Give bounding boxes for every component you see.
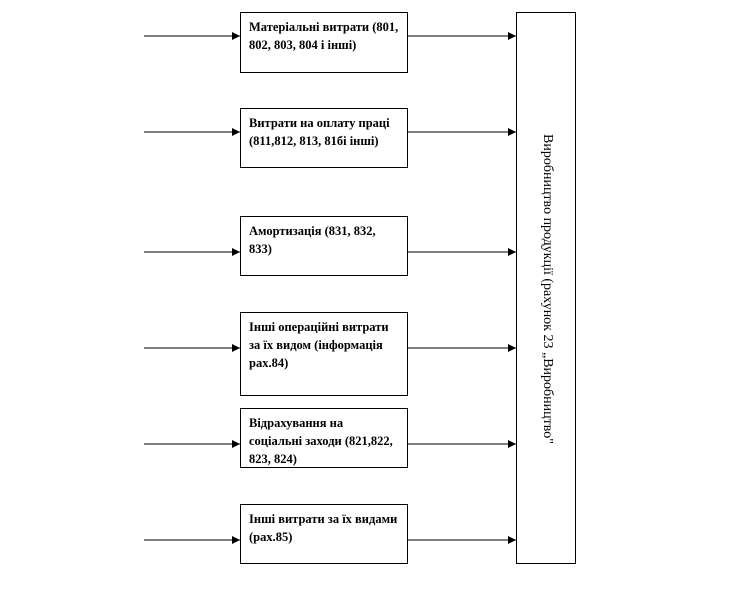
production-box-label: Виробництво продукції (рахунок 23 „Виробництво" [540,134,555,444]
production-box [516,12,576,564]
expense-box-labor: Витрати на оплату праці (811,812, 813, 81бі інші) [240,108,408,168]
expense-box-other-operating: Інші операційні витрати за їх видом (інформація рах.84) [240,312,408,396]
expense-box-materials: Матеріальні витрати (801, 802, 803, 804 і інші) [240,12,408,73]
expense-box-other-expenses: Інші витрати за їх видами (рах.85) [240,504,408,564]
expense-box-social-contributions: Відрахування на соціальні заходи (821,822, 823, 824) [240,408,408,468]
expense-box-depreciation: Амортизація (831, 832, 833) [240,216,408,276]
